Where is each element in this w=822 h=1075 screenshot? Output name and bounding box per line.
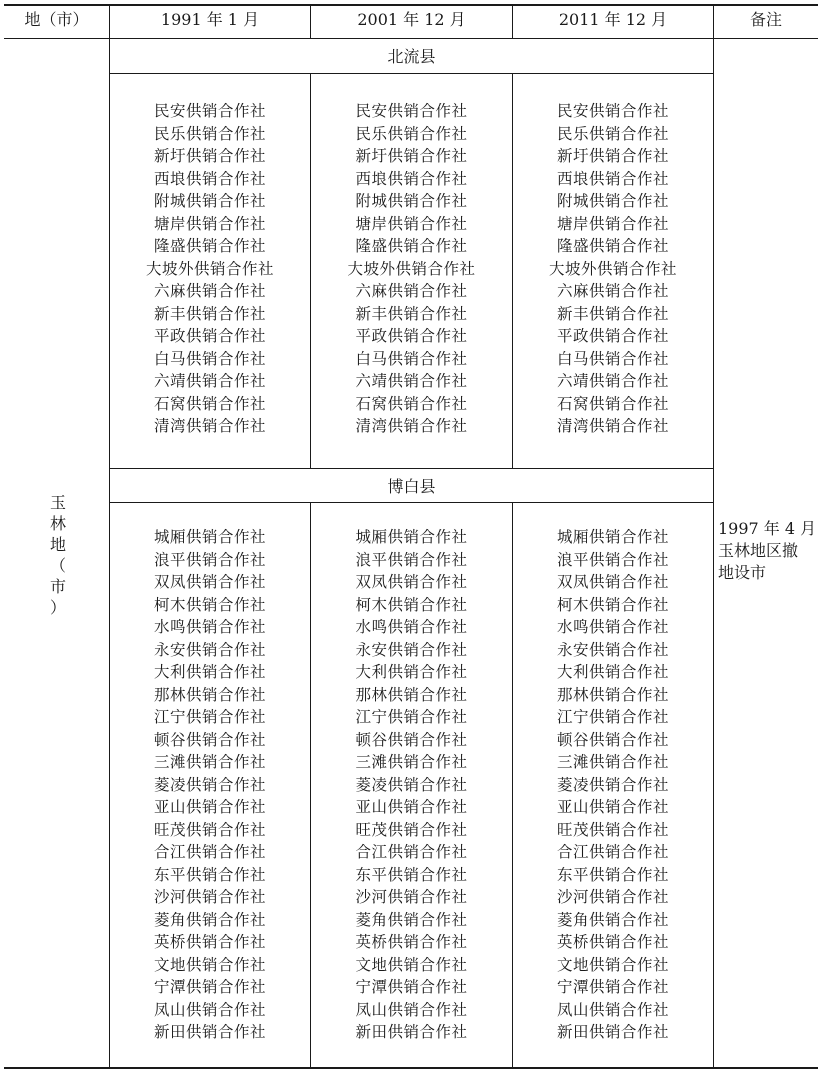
coop-list-item: 平政供销合作社 [355, 327, 468, 345]
coop-list-item: 六麻供销合作社 [355, 282, 468, 300]
s2-col-2011 [513, 526, 713, 1044]
coop-list-item: 大利供销合作社 [556, 663, 669, 681]
coop-list-item: 菱凌供销合作社 [153, 775, 266, 794]
coop-list-item: 民安供销合作社 [556, 102, 669, 120]
coop-list-item: 西埌供销合作社 [355, 169, 468, 188]
header-bottom-rule [4, 38, 818, 39]
coop-list-item: 民乐供销合作社 [556, 124, 669, 143]
coop-list-item: 塘岸供销合作社 [153, 214, 266, 233]
coop-list-item: 民乐供销合作社 [355, 124, 468, 143]
coop-list-item: 平政供销合作社 [153, 327, 266, 345]
coop-list-item: 亚山供销合作社 [355, 798, 468, 816]
coop-list-item: 菱角供销合作社 [355, 910, 468, 929]
header-2011: 2011 年 12 月 [558, 10, 668, 29]
coop-list-item: 三滩供销合作社 [556, 753, 669, 771]
coop-list-item: 白马供销合作社 [355, 349, 468, 368]
coop-list-item: 东平供销合作社 [355, 865, 468, 884]
remark-line: 1997 年 4 月 [718, 519, 817, 538]
coop-list-item: 大坡外供销合作社 [145, 259, 274, 278]
coop-list-item: 沙河供销合作社 [556, 888, 669, 906]
coop-list-item: 大坡外供销合作社 [548, 259, 677, 278]
coop-list-item: 江宁供销合作社 [355, 708, 468, 726]
coop-list-item: 新丰供销合作社 [355, 304, 468, 323]
region-char: 玉 [49, 493, 66, 512]
coop-list-item: 合江供销合作社 [556, 843, 669, 861]
coop-list-item: 塘岸供销合作社 [556, 214, 669, 233]
section-2-title-rule [110, 502, 714, 503]
coop-list-item: 新圩供销合作社 [556, 147, 669, 165]
coop-list-item: 宁潭供销合作社 [556, 978, 669, 996]
coop-list-item: 西埌供销合作社 [556, 169, 669, 188]
s2-col-2001 [311, 526, 512, 1044]
coop-list-item: 水鸣供销合作社 [153, 618, 266, 636]
coop-list-item: 柯木供销合作社 [556, 595, 669, 614]
table-bottom-rule [4, 1067, 818, 1069]
coop-list-item: 新丰供销合作社 [153, 304, 266, 323]
coop-list-item: 附城供销合作社 [355, 192, 468, 210]
coop-list-item: 新田供销合作社 [153, 1023, 266, 1041]
coop-list-item: 浪平供销合作社 [153, 550, 266, 569]
coop-list-item: 文地供销合作社 [556, 955, 669, 974]
coop-list-item: 永安供销合作社 [153, 640, 266, 659]
coop-list-item: 东平供销合作社 [556, 865, 669, 884]
coop-list-item: 六靖供销合作社 [556, 372, 669, 390]
coop-list-item: 浪平供销合作社 [355, 550, 468, 569]
section-1-title-rule [110, 73, 714, 74]
region-label [46, 492, 70, 618]
coop-list-item: 民乐供销合作社 [153, 124, 266, 143]
header-2001: 2001 年 12 月 [357, 10, 466, 29]
remark-line: 玉林地区撤 [718, 541, 799, 560]
coop-list-item: 隆盛供销合作社 [355, 237, 468, 255]
s2-col-1991 [110, 526, 310, 1044]
coop-list-item: 白马供销合作社 [556, 349, 669, 368]
section-2-top-rule [110, 468, 714, 469]
remark-line: 地设市 [718, 563, 767, 582]
coop-list-item: 三滩供销合作社 [153, 753, 266, 771]
coop-list-item: 水鸣供销合作社 [355, 618, 468, 636]
coop-list-item: 英桥供销合作社 [153, 933, 266, 951]
coop-list-item: 合江供销合作社 [153, 843, 266, 861]
coop-list-item: 清湾供销合作社 [556, 417, 669, 435]
s1-col-1991 [110, 100, 310, 438]
coop-list-item: 新丰供销合作社 [556, 304, 669, 323]
coop-list-item: 合江供销合作社 [355, 843, 468, 861]
coop-list-item: 大利供销合作社 [153, 663, 266, 681]
header-region: 地（市） [24, 10, 89, 29]
coop-list-item: 清湾供销合作社 [355, 417, 468, 435]
coop-list-item: 凤山供销合作社 [556, 1000, 669, 1019]
coop-list-item: 双凤供销合作社 [355, 573, 468, 591]
header-1991: 1991 年 1 月 [160, 10, 260, 29]
coop-list-item: 顿谷供销合作社 [153, 730, 266, 749]
coop-list-item: 顿谷供销合作社 [355, 730, 468, 749]
coop-list-item: 隆盛供销合作社 [556, 237, 669, 255]
coop-list-item: 新圩供销合作社 [153, 147, 266, 165]
coop-list-item: 菱凌供销合作社 [556, 775, 669, 794]
coop-list-item: 柯木供销合作社 [153, 595, 266, 614]
coop-list-item: 菱凌供销合作社 [355, 775, 468, 794]
coop-list-item: 大利供销合作社 [355, 663, 468, 681]
coop-list-item: 宁潭供销合作社 [153, 978, 266, 996]
coop-list-item: 英桥供销合作社 [355, 933, 468, 951]
coop-list-item: 白马供销合作社 [153, 349, 266, 368]
coop-list-item: 石窝供销合作社 [556, 394, 669, 413]
coop-list-item: 江宁供销合作社 [153, 708, 266, 726]
section-title-bobai: 博白县 [387, 477, 436, 496]
remark-text [718, 518, 818, 584]
coop-list-item: 凤山供销合作社 [355, 1000, 468, 1019]
region-char: 市 [49, 577, 66, 596]
coop-list-item: 江宁供销合作社 [556, 708, 669, 726]
coop-list-item: 城厢供销合作社 [355, 528, 468, 546]
coop-list-item: 新田供销合作社 [556, 1023, 669, 1041]
coop-list-item: 六麻供销合作社 [556, 282, 669, 300]
coop-list-item: 新圩供销合作社 [355, 147, 468, 165]
coop-list-item: 六麻供销合作社 [153, 282, 266, 300]
header-remarks: 备注 [749, 10, 782, 29]
coop-list-item: 凤山供销合作社 [153, 1000, 266, 1019]
section-title-beiliu: 北流县 [387, 47, 436, 66]
coop-list-item: 沙河供销合作社 [355, 888, 468, 906]
coop-list-item: 宁潭供销合作社 [355, 978, 468, 996]
coop-list-item: 那林供销合作社 [355, 685, 468, 704]
coop-list-item: 民安供销合作社 [153, 102, 266, 120]
coop-list-item: 旺茂供销合作社 [153, 820, 266, 839]
region-char: 林 [49, 514, 66, 533]
coop-list-item: 浪平供销合作社 [556, 550, 669, 569]
col-divider-remarks [713, 4, 714, 1068]
coop-list-item: 文地供销合作社 [153, 955, 266, 974]
coop-list-item: 三滩供销合作社 [355, 753, 468, 771]
coop-list-item: 大坡外供销合作社 [347, 259, 476, 278]
coop-list-item: 亚山供销合作社 [556, 798, 669, 816]
coop-list-item: 民安供销合作社 [355, 102, 468, 120]
coop-list-item: 六靖供销合作社 [355, 372, 468, 390]
coop-list-item: 亚山供销合作社 [153, 798, 266, 816]
coop-list-item: 水鸣供销合作社 [556, 618, 669, 636]
s1-col-2011 [513, 100, 713, 438]
coop-list-item: 附城供销合作社 [556, 192, 669, 210]
coop-list-item: 城厢供销合作社 [153, 528, 266, 546]
region-char: 地 [49, 535, 66, 554]
coop-list-item: 新田供销合作社 [355, 1023, 468, 1041]
region-char: （ [49, 556, 66, 575]
coop-list-item: 菱角供销合作社 [556, 910, 669, 929]
coop-list-item: 那林供销合作社 [153, 685, 266, 704]
coop-list-item: 旺茂供销合作社 [355, 820, 468, 839]
coop-list-item: 永安供销合作社 [355, 640, 468, 659]
coop-list-item: 东平供销合作社 [153, 865, 266, 884]
coop-list-item: 旺茂供销合作社 [556, 820, 669, 839]
coop-list-item: 清湾供销合作社 [153, 417, 266, 435]
coop-list-item: 永安供销合作社 [556, 640, 669, 659]
coop-list-item: 平政供销合作社 [556, 327, 669, 345]
coop-list-item: 六靖供销合作社 [153, 372, 266, 390]
coop-list-item: 城厢供销合作社 [556, 528, 669, 546]
coop-list-item: 附城供销合作社 [153, 192, 266, 210]
coop-list-item: 石窝供销合作社 [355, 394, 468, 413]
coop-list-item: 石窝供销合作社 [153, 394, 266, 413]
coop-list-item: 沙河供销合作社 [153, 888, 266, 906]
coop-list-item: 英桥供销合作社 [556, 933, 669, 951]
coop-list-item: 双凤供销合作社 [153, 573, 266, 591]
coop-list-item: 双凤供销合作社 [556, 573, 669, 591]
s1-col-2001 [311, 100, 512, 438]
coop-list-item: 塘岸供销合作社 [355, 214, 468, 233]
region-char: ） [49, 598, 66, 617]
coop-list-item: 文地供销合作社 [355, 955, 468, 974]
coop-list-item: 隆盛供销合作社 [153, 237, 266, 255]
coop-list-item: 菱角供销合作社 [153, 910, 266, 929]
coop-list-item: 柯木供销合作社 [355, 595, 468, 614]
coop-list-item: 西埌供销合作社 [153, 169, 266, 188]
coop-list-item: 顿谷供销合作社 [556, 730, 669, 749]
coop-list-item: 那林供销合作社 [556, 685, 669, 704]
